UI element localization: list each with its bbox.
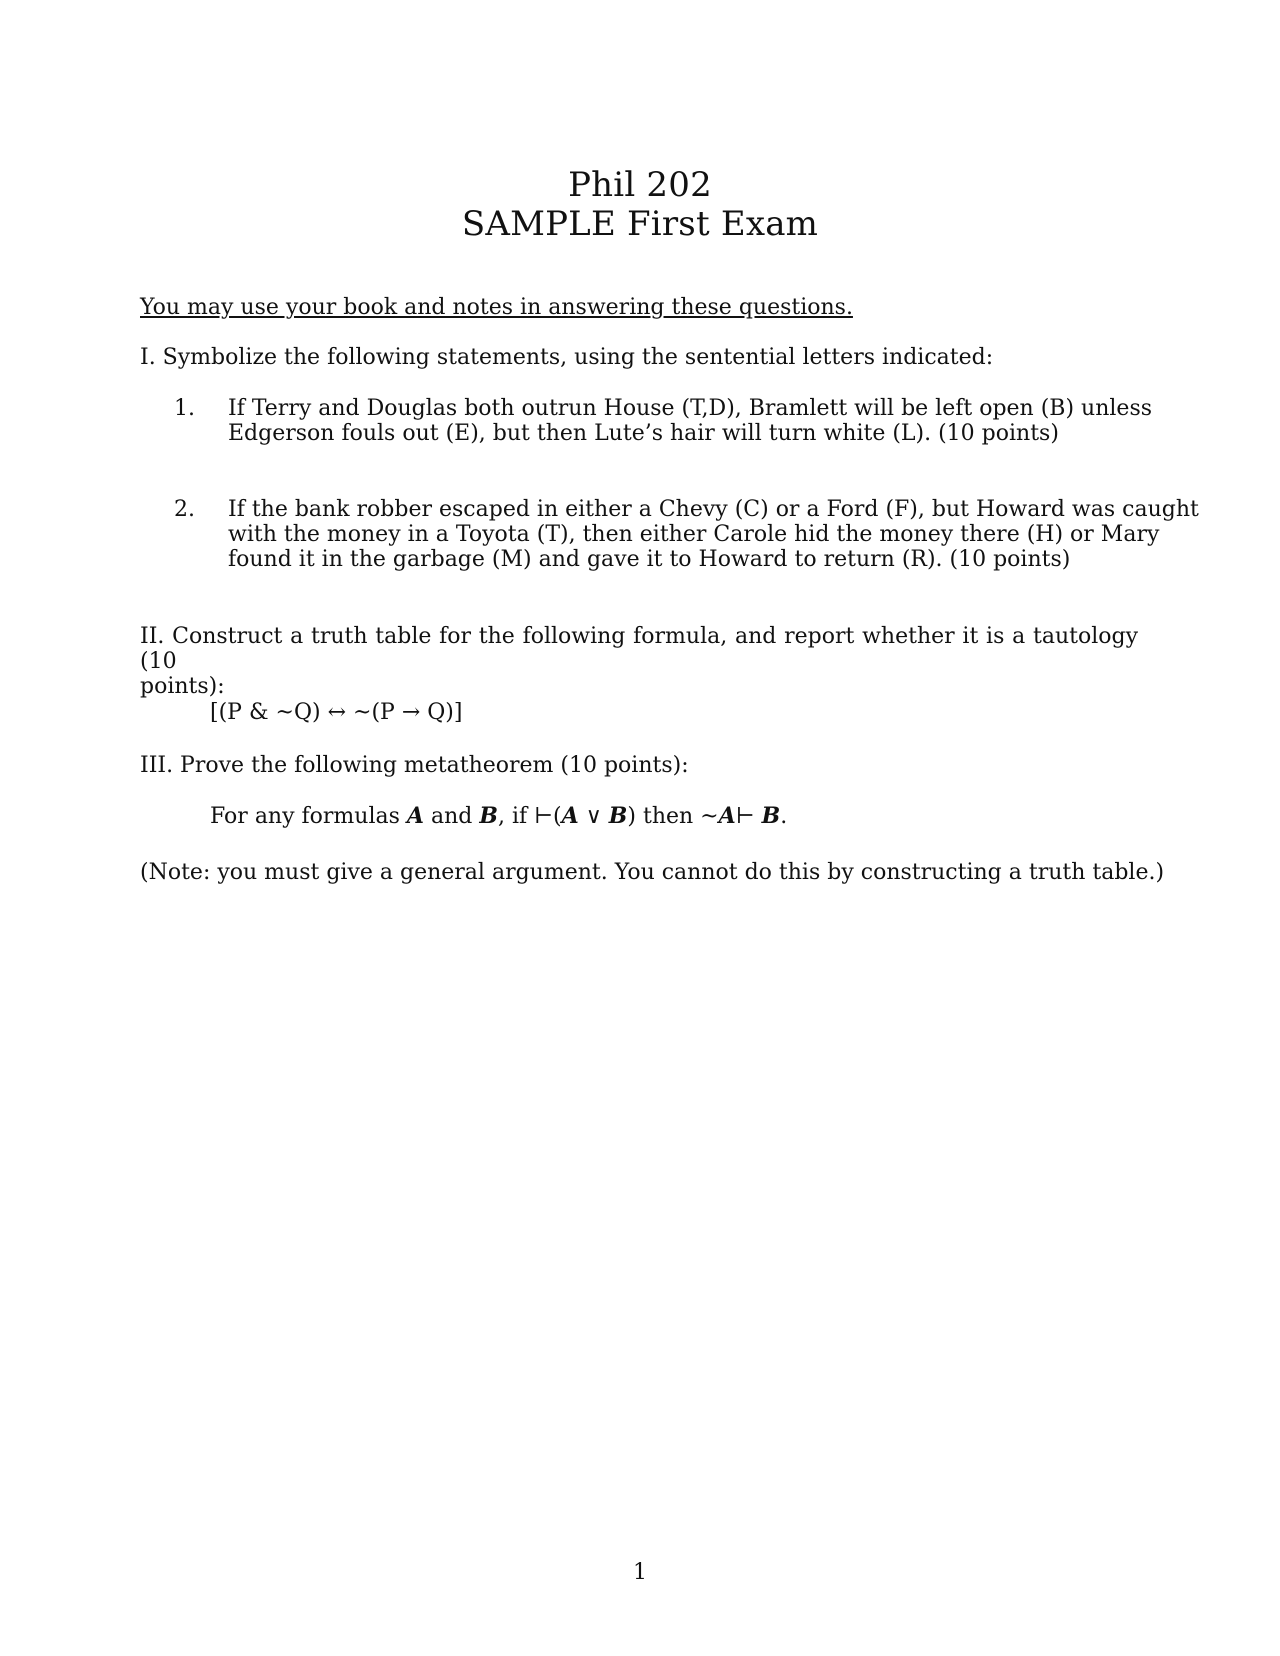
question-1-line: If Terry and Douglas both outrun House (T,D), Bramlett will be left open (B) unless: [228, 396, 1153, 421]
note: (Note: you must give a general argument. You cannot do this by constructing a truth table.): [140, 860, 1165, 885]
metatheorem-then: ) then ~: [627, 804, 719, 829]
section-3-heading: III. Prove the following metatheorem (10 points):: [140, 753, 689, 778]
formula-variable-a: A: [561, 803, 579, 829]
formula-variable-a: A: [406, 803, 424, 829]
metatheorem-end: .: [780, 804, 788, 829]
question-2-text: [228, 497, 1199, 572]
section-2-heading: [140, 624, 1138, 699]
exam-title: SAMPLE First Exam: [461, 204, 819, 244]
formula-variable-a: A: [718, 803, 736, 829]
formula-variable-b: B: [479, 803, 498, 829]
formula-variable-b: B: [761, 803, 781, 829]
course-title: Phil 202: [568, 165, 712, 205]
question-1-number: 1.: [174, 396, 195, 421]
question-2-line: If the bank robber escaped in either a Chevy (C) or a Ford (F), but Howard was caught: [228, 497, 1199, 522]
metatheorem-turnstile: ⊢: [735, 804, 762, 829]
metatheorem-and: and: [423, 804, 480, 829]
question-1-line: Edgerson fouls out (E), but then Lute’s hair will turn white (L). (10 points): [228, 421, 1059, 446]
instructions: You may use your book and notes in answering these questions.: [140, 295, 853, 320]
question-1-text: [228, 396, 1153, 446]
section-2-line: points):: [140, 674, 225, 699]
metatheorem-prefix: For any formulas: [210, 804, 407, 829]
metatheorem-if: , if ⊢(: [497, 804, 562, 829]
metatheorem-or: ∨: [578, 804, 609, 829]
formula-variable-b: B: [608, 803, 628, 829]
metatheorem-statement: [210, 804, 787, 829]
question-2-number: 2.: [174, 497, 195, 522]
question-2-line: with the money in a Toyota (T), then either Carole hid the money there (H) or Mary: [228, 522, 1160, 547]
section-1-heading: I. Symbolize the following statements, using the sentential letters indicated:: [140, 345, 994, 370]
section-2-line: II. Construct a truth table for the following formula, and report whether it is a tautology (10: [140, 624, 1138, 674]
page-number: 1: [633, 1560, 647, 1585]
truth-table-formula: [(P & ~Q) ↔ ~(P → Q)]: [210, 700, 463, 725]
question-2-line: found it in the garbage (M) and gave it to Howard to return (R). (10 points): [228, 547, 1071, 572]
